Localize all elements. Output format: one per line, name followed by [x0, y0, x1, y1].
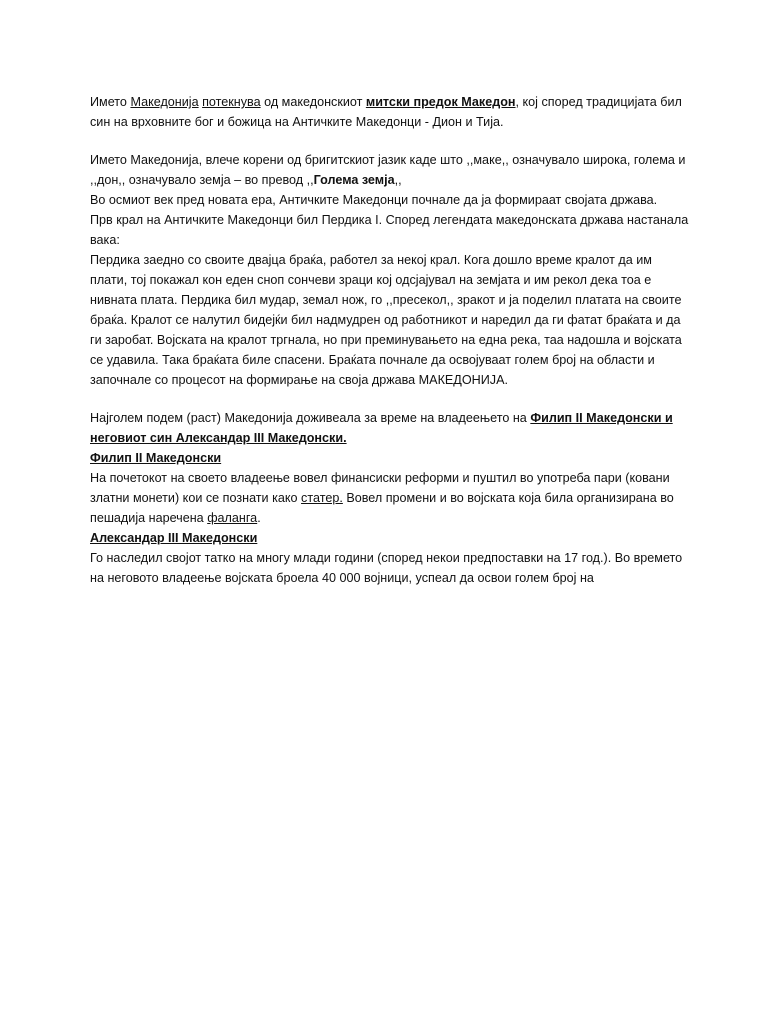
- link-mythical-ancestor[interactable]: митски предок Македон: [365, 95, 516, 109]
- paragraph-first-king: Прв крал на Античките Македонци бил Пердика I. Според легендата македонската држава настанала вака:: [90, 213, 689, 247]
- paragraph-philip-reign: [90, 468, 690, 528]
- link-originates[interactable]: потекнува: [202, 95, 261, 109]
- paragraph-greatest-rise: [90, 408, 690, 448]
- link-phalanx[interactable]: фаланга: [207, 511, 258, 525]
- paragraph-name-origin: [90, 92, 690, 132]
- text-span: Најголем подем (раст) Македонија доживеала за време на владеењето на: [90, 411, 531, 425]
- paragraph-eighth-century: Во осмиот век пред новата ера, Античките Македонци почнале да ја формираат својата држава.: [90, 193, 658, 207]
- link-philip-alexander[interactable]: Филип II Македонски и неговиот син Александар III Македонски.: [90, 411, 673, 445]
- text-span: Името Македонија, влече корени од бригитскиот јазик каде што ,,маке,, означувало широка, голема и ,,дон,, означувало земја – во превод ,,: [90, 153, 686, 187]
- link-stater[interactable]: статер.: [301, 491, 343, 505]
- link-macedonia[interactable]: Македонија: [130, 95, 199, 109]
- text-span: На почетокот на своето владеење вовел финансиски реформи и пуштил во употреба пари (ковани златни монети) кои се познати како: [90, 471, 670, 505]
- text-span: ,,: [394, 173, 402, 187]
- paragraph-alexander-reign: Го наследил својот татко на многу млади години (според некои предпоставки на 17 год.). Во времето на неговото владеење војската броела 40 000 војници, успеал да освои голем број на: [90, 551, 683, 585]
- heading-philip-ii[interactable]: Филип II Македонски: [90, 451, 222, 465]
- document-page: [90, 92, 690, 588]
- text-span: од македонскиот: [260, 95, 366, 109]
- heading-alexander-iii[interactable]: Александар III Македонски: [90, 531, 258, 545]
- text-span: Вовел промени и во војската која била организирана во пешадија наречена: [90, 491, 674, 525]
- paragraph-etymology: [90, 150, 690, 190]
- text-span: .: [257, 511, 261, 525]
- text-span: Името: [90, 95, 131, 109]
- paragraph-legend: Пердика заедно со своите двајца браќа, работел за некој крал. Кога дошло време кралот да им плати, тој покажал кон еден сноп сончеви зраци кој одсјајувал на земјата и им рекол дека тоа е нивната плата. Пердика бил мудар, земал нож, го ,,пресекол,, зракот и ја поделил платата на своите браќа. Кралот се налутил бидејќи бил надмудрен од работникот и наредил да ги фатат браќата и да ги заробат. Војската на кралот тргнала, но при преминувањето на една река, таа надошла и војската се удавила. Така браќата биле спасени. Браќата почнале да освојуваат голем број на области и започнале со процесот на формирање на своја држава МАКЕДОНИЈА.: [90, 253, 682, 387]
- text-span: , кој според традицијата бил син на врховните бог и божица на Античките Македонци - Дион и Тија.: [90, 95, 682, 129]
- bold-great-land: Голема земја: [313, 173, 395, 187]
